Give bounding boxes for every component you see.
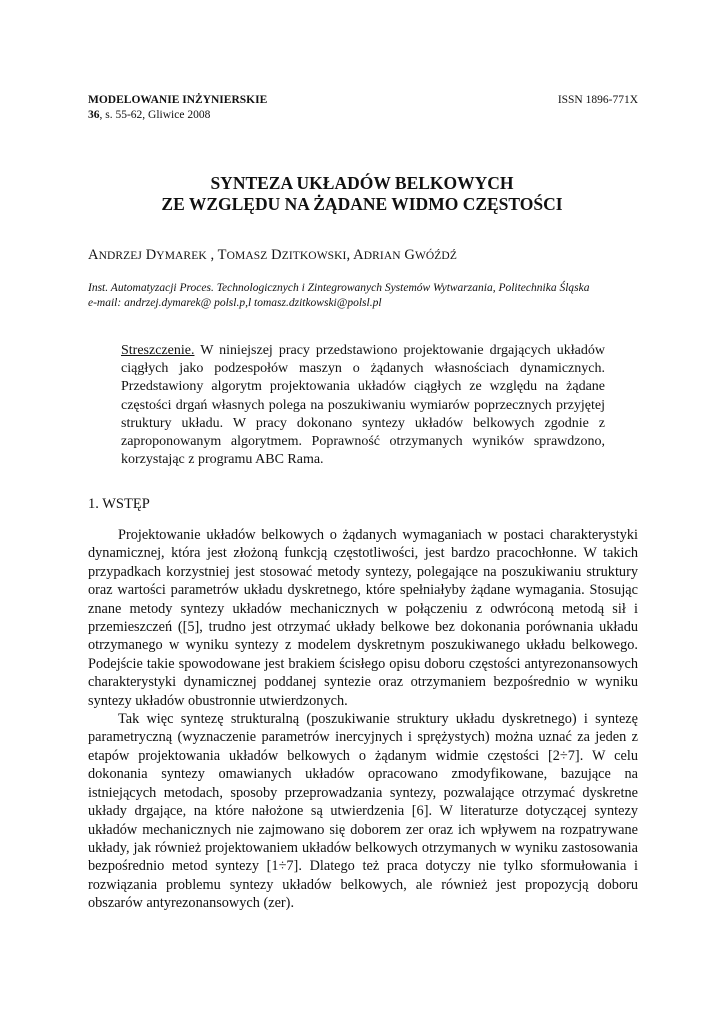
paragraph: Projektowanie układów belkowych o żądanych wymaganiach w postaci charakterystyki dynamicznej, która jest złożoną funkcją częstotliwości, jest bardzo pracochłonne. W takich przypadkach korzystniej jest stosować metody syntezy, polegające na poszukiwaniu struktury oraz wartości parametrów układu dyskretnego, które spełniałyby żądane wymagania. Stosując znane metody syntezy układów mechanicznych w połączeniu z odwróconą metodą sił i przemieszczeń ([5], trudno jest otrzymać układy belkowe bez dokonania porównania układu otrzymanego w wyniku syntezy z modelem dyskretnym poszukiwanego układu belkowego. Podejście takie spowodowane jest brakiem ścisłego opisu doboru częstości antyrezonansowych charakterystyki dynamicznej poddanej syntezie oraz otrzymaniem bezpośrednio w wyniku syntezy układów obustronnie utwierdzonych. xyxy=(88,527,638,709)
title-line-2: ZE WZGLĘDU NA ŻĄDANE WIDMO CZĘSTOŚCI xyxy=(161,194,563,214)
paper-title xyxy=(60,173,664,215)
affiliation xyxy=(88,281,648,311)
abstract-label: Streszczenie. xyxy=(121,343,195,358)
citation: , s. 55-62, Gliwice 2008 xyxy=(99,109,211,121)
affiliation-institute: Inst. Automatyzacji Proces. Technologicznych i Zintegrowanych Systemów Wytwarzania, Politechnika Śląska xyxy=(88,282,590,294)
section-heading: 1. WSTĘP xyxy=(88,496,150,512)
author-3: ADRIAN GWÓŹDŹ xyxy=(353,247,457,263)
affiliation-email: e-mail: andrzej.dymarek@ polsl.p,l tomasz.dzitkowski@polsl.pl xyxy=(88,297,382,309)
paragraph: Tak więc syntezę strukturalną (poszukiwanie struktury układu dyskretnego) i syntezę parametryczną (wyznaczenie parametrów inercyjnych i sprężystych) można uznać za jeden z etapów projektowania układów belkowych o żądanym widmie częstości [2÷7]. W celu dokonania syntezy omawianych układów opracowano zmodyfikowane, bazujące na istniejących metodach, sposoby przeprowadzania syntezy, pozwalające otrzymać dyskretne układy drgające, na które nałożone są utwierdzenia [6]. W literaturze dotyczącej syntezy układów mechanicznych nie zajmowano się doborem zer oraz ich wpływem na rozpatrywane układy, jak również projektowaniem układów belkowych otrzymanych w wyniku zastosowania bezpośrednio metod syntezy [1÷7]. Dlatego też praca dotyczy nie tylko sformułowania i rozwiązania problemu syntezy układów belkowych, ale również jest propozycją doboru obszarów antyrezonansowych (zer). xyxy=(88,711,638,912)
journal-header xyxy=(88,93,638,123)
author-1: ANDRZEJ DYMAREK , xyxy=(88,247,218,263)
journal-name: MODELOWANIE INŻYNIERSKIE xyxy=(88,94,268,106)
authors xyxy=(88,247,457,264)
author-2: TOMASZ DZITKOWSKI, xyxy=(217,247,354,263)
body-text xyxy=(88,526,638,913)
issn: ISSN 1896-771X xyxy=(557,94,638,106)
title-line-1: SYNTEZA UKŁADÓW BELKOWYCH xyxy=(210,173,514,193)
abstract-text: W niniejszej pracy przedstawiono projektowanie drgających układów ciągłych jako podzespołów maszyn o żądanych własnościach dynamicznych. Przedstawiony algorytm projektowania układów ciągłych ze względu na żądane częstości drgań własnych polega na poszukiwaniu wymiarów poprzecznych przyjętej struktury układu. W pracy dokonano syntezy układów belkowych zgodnie z zaproponowanym algorytmem. Poprawność otrzymanych wyników sprawdzono, korzystając z programu ABC Rama. xyxy=(121,343,605,468)
abstract xyxy=(121,342,605,469)
volume-number: 36 xyxy=(88,109,100,121)
